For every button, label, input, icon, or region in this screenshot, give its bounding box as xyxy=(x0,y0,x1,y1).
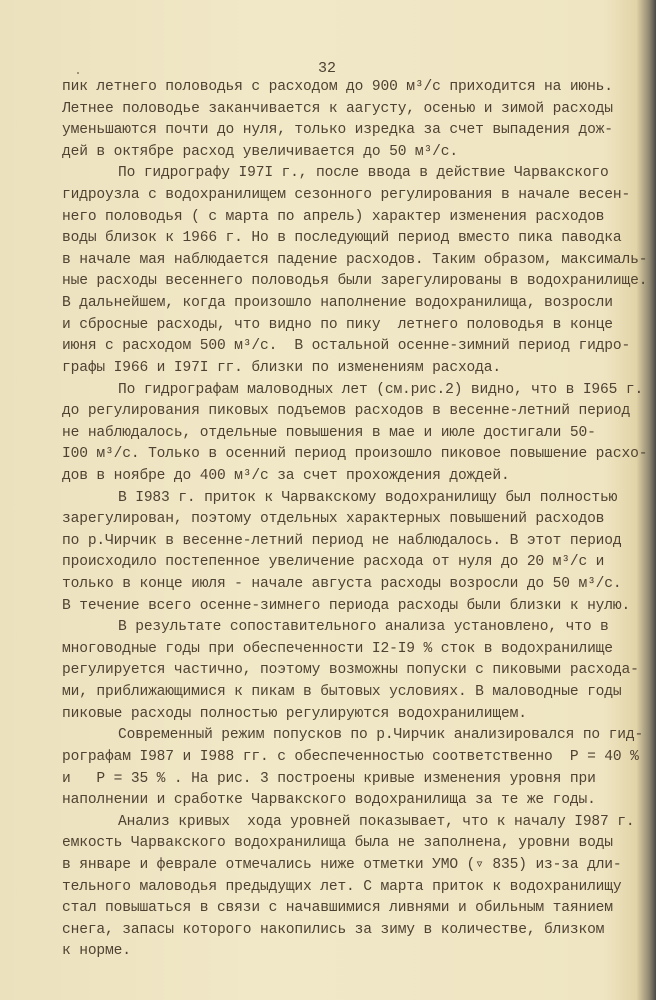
paragraph xyxy=(62,77,656,163)
text-line: июня с расходом 500 м³/с. В остальной осенне-зимний период гидро- xyxy=(62,338,631,355)
paragraph xyxy=(62,812,656,963)
text-line: и сбросные расходы, что видно по пику летнего половодья в конце xyxy=(62,316,613,333)
text-line: I00 м³/с. Только в осенний период произошло пиковое повышение расхо- xyxy=(62,446,648,463)
text-line: дов в ноябре до 400 м³/с за счет прохождения дождей. xyxy=(62,467,510,484)
text-line: В результате сопоставительного анализа установлено, что в xyxy=(118,619,609,636)
text-line: Анализ кривых хода уровней показывает, что к началу I987 г. xyxy=(118,813,635,830)
text-line: в январе и феврале отмечались ниже отметки УМО (▿ 835) из-за дли- xyxy=(62,856,622,873)
text-line: По гидрографу I97I г., после ввода в действие Чарвакского xyxy=(118,165,609,182)
text-line: пиковые расходы полностью регулируются водохранилищем. xyxy=(62,705,527,722)
text-line: тельного маловодья предыдущих лет. С марта приток к водохранилищу xyxy=(62,878,622,895)
text-line: рографам I987 и I988 гг. с обеспеченностью соответственно P = 40 % xyxy=(62,748,639,765)
text-line: происходило постепенное увеличение расхода от нуля до 20 м³/с и xyxy=(62,554,605,571)
text-line: до регулирования пиковых подъемов расходов в весенне-летний период xyxy=(62,403,631,420)
text-line: регулируется частично, поэтому возможны попуски с пиковыми расхода- xyxy=(62,662,639,679)
document-body xyxy=(62,77,656,963)
text-line: емкость Чарвакского водохранилища была не заполнена, уровни воды xyxy=(62,835,613,852)
text-line: в начале мая наблюдается падение расходов. Таким образом, максималь- xyxy=(62,251,648,268)
paragraph xyxy=(62,617,656,725)
text-line: графы I966 и I97I гг. близки по изменениям расхода. xyxy=(62,359,501,376)
text-line: В течение всего осенне-зимнего периода расходы были близки к нулю. xyxy=(62,597,631,614)
text-line: наполнении и сработке Чарвакского водохранилища за те же годы. xyxy=(62,792,596,809)
text-line: воды близок к 1966 г. Но в последующий период вместо пика паводка xyxy=(62,230,622,247)
paragraph xyxy=(62,488,656,618)
text-line: только в конце июля - начале августа расходы возросли до 50 м³/с. xyxy=(62,576,622,593)
page-number: 32 xyxy=(318,60,337,77)
text-line: ные расходы весеннего половодья были зарегулированы в водохранилище. xyxy=(62,273,648,290)
text-line: ми, приближающимися к пикам в бытовых условиях. В маловодные годы xyxy=(62,684,622,701)
text-line: и P = 35 % . На рис. 3 построены кривые изменения уровня при xyxy=(62,770,596,787)
text-line: гидроузла с водохранилищем сезонного регулирования в начале весен- xyxy=(62,187,631,204)
text-line: Летнее половодье заканчивается к аагусту, осенью и зимой расходы xyxy=(62,100,613,117)
paper-speck xyxy=(77,72,79,74)
text-line: многоводные годы при обеспеченности I2-I9 % сток в водохранилище xyxy=(62,640,613,657)
text-line: к норме. xyxy=(62,943,131,960)
text-line: В дальнейшем, когда произошло наполнение водохранилища, возросли xyxy=(62,295,613,312)
text-line: дей в октябре расход увеличивается до 50 м³/с. xyxy=(62,143,458,160)
text-line: По гидрографам маловодных лет (см.рис.2) видно, что в I965 г. xyxy=(118,381,644,398)
paragraph xyxy=(62,380,656,488)
text-line: зарегулирован, поэтому отдельных характерных повышений расходов xyxy=(62,511,605,528)
text-line: не наблюдалось, отдельные повышения в мае и июле достигали 50- xyxy=(62,424,596,441)
text-line: уменьшаются почти до нуля, только изредка за счет выпадения дож- xyxy=(62,122,613,139)
text-line: Современный режим попусков по р.Чирчик анализировался по гид- xyxy=(118,727,644,744)
text-line: пик летнего половодья с расходом до 900 м³/с приходится на июнь. xyxy=(62,79,613,95)
paragraph xyxy=(62,725,656,811)
text-line: него половодья ( с марта по апрель) характер изменения расходов xyxy=(62,208,605,225)
paragraph xyxy=(62,163,656,379)
text-line: стал повышаться в связи с начавшимися ливнями и обильным таянием xyxy=(62,900,613,917)
text-line: В I983 г. приток к Чарвакскому водохранилищу был полностью xyxy=(118,489,618,506)
text-line: по р.Чирчик в весенне-летний период не наблюдалось. В этот период xyxy=(62,532,622,549)
text-line: снега, запасы которого накопились за зиму в количестве, близком xyxy=(62,921,605,938)
